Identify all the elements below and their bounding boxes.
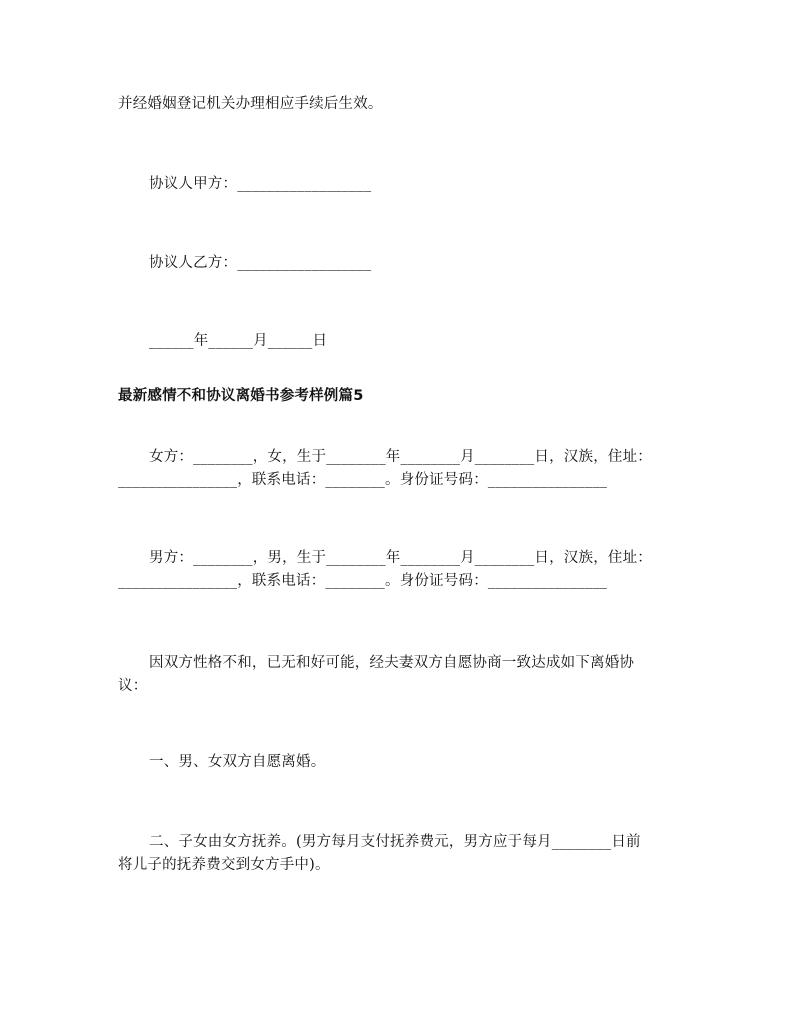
clause-2-line-2: 将儿子的抚养费交到女方手中)。 [118,857,330,873]
clause-2-line-1: 二、子女由女方抚养。(男方每月支付抚养费元，男方应于每月________日前 [149,834,641,850]
husband-info-line-2: ________________，联系电话：________。身份证号码：________________ [118,573,608,589]
wife-info-line-2: ________________，联系电话：________。身份证号码：________________ [118,472,608,488]
agreement-intro-line-1: 因双方性格不和，已无和好可能，经夫妻双方自愿协商一致达成如下离婚协 [149,655,635,671]
section-heading: 最新感情不和协议离婚书参考样例篇5 [118,388,364,404]
agreement-intro-line-2: 议： [118,678,148,694]
husband-info-line-1: 男方：________，男，生于________年________月________日，汉族，住址： [149,550,652,566]
wife-info-line-1: 女方：________，女，生于________年________月________日，汉族，住址： [149,449,652,465]
date-line: ______年______月______日 [149,333,328,349]
clause-1: 一、男、女双方自愿离婚。 [149,754,326,770]
closing-clause: 并经婚姻登记机关办理相应手续后生效。 [118,96,383,112]
party-a-signature-line: 协议人甲方：__________________ [149,176,372,192]
party-b-signature-line: 协议人乙方：__________________ [149,255,372,271]
